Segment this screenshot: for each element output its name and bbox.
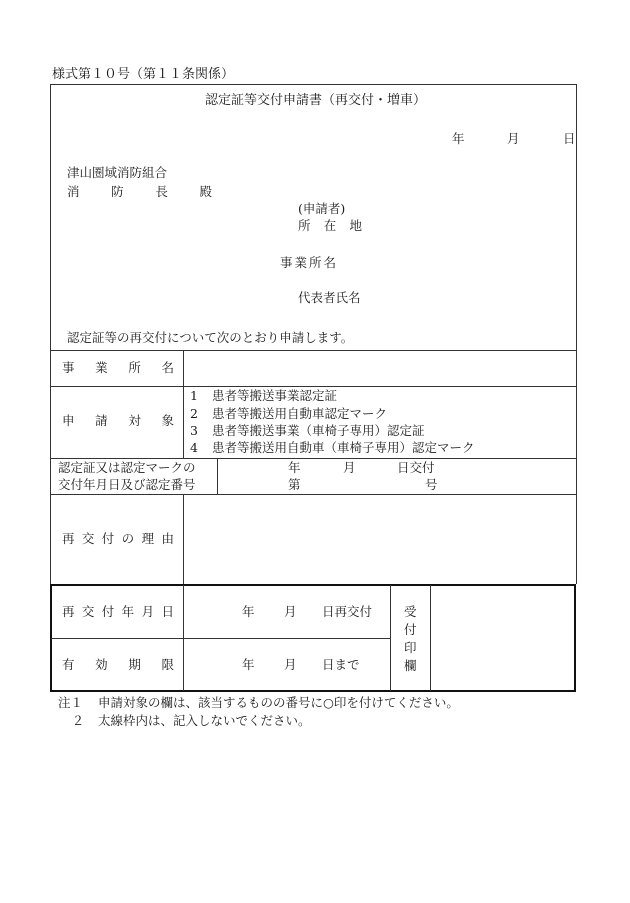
reissue-reason-label	[62, 533, 174, 546]
office-use-column-divider	[430, 585, 431, 691]
office-name-row-label	[62, 362, 174, 375]
note-text: 申請対象の欄は、該当するものの番号に○印を付けてください。	[98, 695, 459, 710]
reissue-reason-label-char: 由	[161, 531, 174, 546]
target-option-text: 患者等搬送用自動車認定マーク	[212, 406, 388, 421]
application-statement: 認定証等の再交付について次のとおり申請します。	[67, 330, 354, 345]
date-month-label: 月	[507, 131, 520, 146]
target-option-1[interactable]	[190, 390, 337, 403]
note-marker: 注１	[58, 695, 84, 710]
reissue-date-label-char: 月	[141, 604, 155, 619]
table-divider	[50, 386, 577, 387]
target-option-number: 1	[190, 388, 198, 403]
application-target-label-char: 象	[161, 413, 174, 428]
date-day-label: 日	[563, 131, 576, 146]
validity-day: 日まで	[322, 657, 360, 672]
form-number: 様式第１０号（第１１条関係）	[52, 67, 235, 82]
reissue-date-label-char: 再	[62, 604, 75, 619]
date-year-label: 年	[452, 131, 465, 146]
note-marker: ２	[71, 713, 85, 728]
reissue-date-label-char: 付	[101, 604, 115, 619]
office-use-column-divider	[390, 585, 391, 691]
reissue-date-label-char: 日	[161, 604, 174, 619]
cert-number-prefix[interactable]: 第	[288, 477, 301, 492]
office-name-label-char: 業	[95, 360, 108, 375]
note-text: 太線枠内は、記入しないでください。	[98, 713, 311, 728]
reissue-year: 年	[242, 604, 255, 619]
reissue-date-label-char: 交	[81, 604, 95, 619]
validity-period-label	[62, 659, 174, 672]
form-title: 認定証等交付申請書（再交付・増車）	[205, 93, 427, 108]
frame-left-border	[50, 84, 51, 584]
representative-label: 代表者氏名	[298, 290, 361, 305]
target-option-4[interactable]	[190, 442, 475, 455]
reissue-reason-label-char: の	[121, 531, 135, 546]
cert-info-label-line2: 交付年月日及び認定番号	[58, 477, 196, 492]
reissue-reason-label-char: 再	[62, 531, 75, 546]
reception-stamp-char: 付	[404, 622, 417, 637]
reissue-day: 日再交付	[322, 604, 373, 619]
target-option-number: 4	[190, 440, 198, 455]
cert-number-suffix[interactable]: 号	[425, 477, 438, 492]
office-name-label-char: 事	[62, 360, 75, 375]
address-label-char: 地	[349, 218, 362, 233]
address-label-char: 在	[323, 218, 337, 233]
recipient-title-char: 殿	[199, 184, 212, 199]
target-option-3[interactable]	[190, 425, 425, 438]
application-target-label-char: 請	[95, 413, 108, 428]
note-1	[58, 697, 459, 710]
application-target-label	[62, 415, 174, 428]
frame-top-border	[50, 84, 577, 85]
reissue-date-label-char: 年	[121, 604, 135, 619]
target-option-text: 患者等搬送用自動車（車椅子専用）認定マーク	[212, 440, 475, 455]
recipient-title	[67, 186, 212, 199]
note-2	[58, 715, 311, 728]
reissue-month: 月	[284, 604, 297, 619]
cert-issue-month[interactable]: 月	[343, 460, 356, 475]
office-use-divider	[51, 638, 390, 639]
reissue-reason-label-char: 理	[141, 531, 155, 546]
target-option-2[interactable]	[190, 408, 387, 421]
validity-year: 年	[242, 657, 255, 672]
applicant-label: (申請者)	[298, 201, 346, 216]
office-use-column-divider	[183, 585, 184, 691]
recipient-title-char: 消	[67, 184, 80, 199]
column-divider	[183, 350, 184, 458]
address-label-char: 所	[298, 218, 311, 233]
reissue-reason-label-char: 付	[101, 531, 115, 546]
office-name-label-char: 名	[161, 360, 174, 375]
target-option-number: 3	[190, 423, 198, 438]
validity-label-char: 期	[128, 657, 141, 672]
application-target-label-char: 申	[62, 413, 75, 428]
column-divider	[217, 458, 218, 494]
column-divider	[183, 494, 184, 584]
recipient-organization: 津山圏域消防組合	[67, 165, 168, 180]
frame-right-border	[576, 84, 577, 584]
office-name-label: 事業所名	[280, 255, 339, 270]
application-target-label-char: 対	[128, 413, 141, 428]
table-divider	[50, 350, 577, 351]
target-option-text: 患者等搬送事業認定証	[212, 388, 338, 403]
validity-label-char: 効	[95, 657, 108, 672]
cert-issue-year[interactable]: 年	[288, 460, 301, 475]
cert-info-label-line1: 認定証又は認定マークの	[58, 460, 196, 475]
validity-label-char: 限	[161, 657, 174, 672]
validity-label-char: 有	[62, 657, 75, 672]
reception-stamp-char: 印	[404, 640, 417, 655]
table-divider	[50, 458, 577, 459]
table-divider	[50, 494, 577, 495]
recipient-title-char: 防	[111, 184, 124, 199]
office-name-label-char: 所	[128, 360, 141, 375]
reissue-date-label	[62, 606, 174, 619]
address-label	[298, 220, 362, 233]
target-option-text: 患者等搬送事業（車椅子専用）認定証	[212, 423, 425, 438]
target-option-number: 2	[190, 406, 198, 421]
reissue-reason-label-char: 交	[81, 531, 95, 546]
reception-stamp-char: 受	[404, 604, 417, 619]
validity-month: 月	[284, 657, 297, 672]
recipient-title-char: 長	[155, 184, 168, 199]
cert-issue-day[interactable]: 日交付	[397, 460, 435, 475]
reception-stamp-char: 欄	[404, 658, 417, 673]
